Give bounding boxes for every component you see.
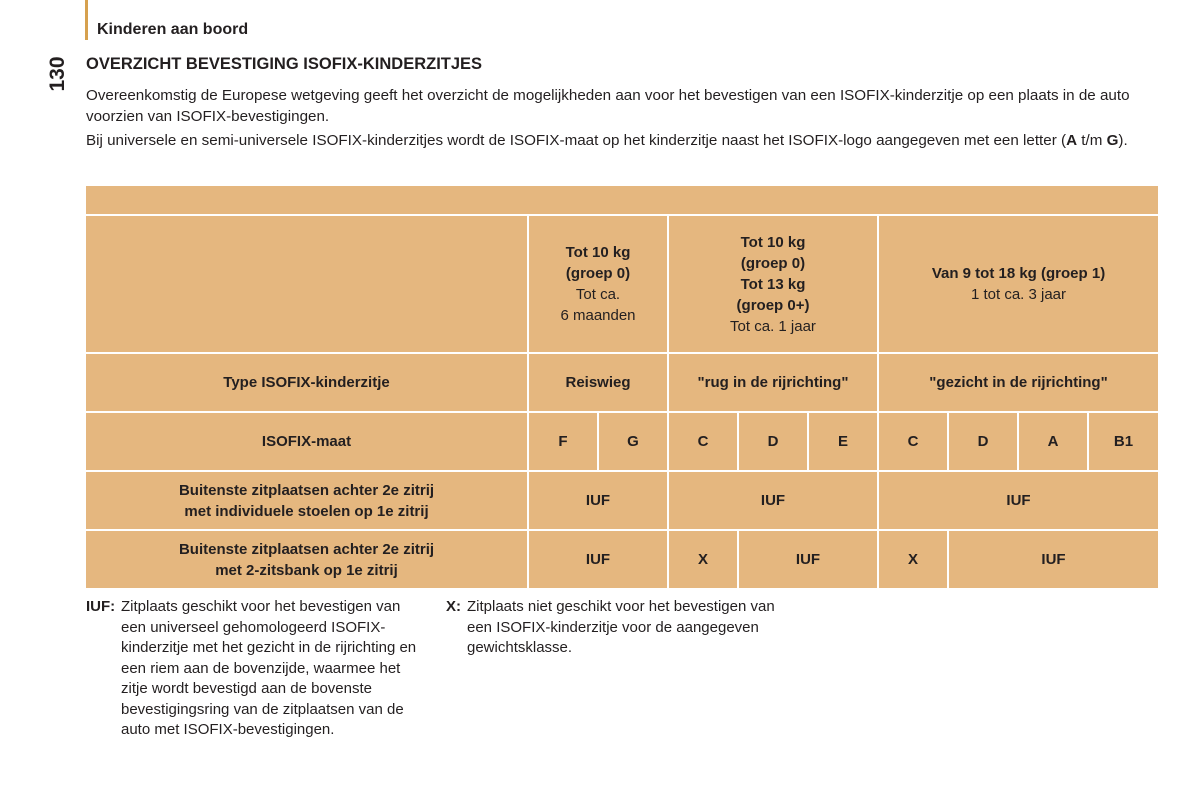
footnote-key: IUF: [86, 598, 116, 615]
row-label-line: Buitenste zitplaatsen achter 2e zitrij [178, 540, 435, 558]
footnote-text: Zitplaats niet geschikt voor het bevestigen van een ISOFIX-kinderzitje voor de aangegeven gewichtsklasse. [467, 598, 775, 656]
size-cell: D [949, 413, 1017, 470]
size-cell: F [529, 413, 597, 470]
table-cell: IUF [949, 531, 1158, 588]
age-line: Tot ca. 1 jaar [730, 317, 816, 335]
type-row-label: Type ISOFIX-kinderzitje [86, 354, 527, 411]
table-top-band [86, 186, 1158, 214]
size-cell: E [809, 413, 877, 470]
table-cell: IUF [529, 472, 667, 529]
size-cell: D [739, 413, 807, 470]
intro-p2-letter-g: G [1106, 132, 1119, 149]
weight-line: (groep 0) [565, 265, 631, 282]
size-cell: A [1019, 413, 1087, 470]
section-label: Kinderen aan boord [97, 21, 249, 38]
page-number: 130 [46, 56, 69, 92]
weight-line: Tot 10 kg [740, 233, 806, 251]
size-row-label: ISOFIX-maat [86, 413, 527, 470]
footnote-x [446, 597, 776, 659]
intro-p2-letter-a: A [1066, 132, 1078, 149]
intro-paragraph-1: Overeenkomstig de Europese wetgeving geeft het overzicht de mogelijkheden aan voor het bevestigen van een ISOFIX-kinderzitje op een plaats in de auto voorzien van ISOFIX-bevestigingen. [86, 87, 1130, 125]
weight-line: (groep 0+) [736, 296, 810, 314]
intro-paragraph-2 [86, 130, 1146, 151]
isofix-table [86, 186, 1144, 580]
weight-line: Tot 13 kg [740, 275, 806, 293]
table-cell: IUF [529, 531, 667, 588]
row-label-line: met individuele stoelen op 1e zitrij [184, 502, 429, 520]
size-cell: C [879, 413, 947, 470]
table-cell: IUF [739, 531, 877, 588]
age-line: Tot ca. [575, 286, 621, 303]
weight-group-1-header [879, 216, 1158, 352]
size-cell: C [669, 413, 737, 470]
intro-p2-text-e: ). [1118, 132, 1128, 149]
footnote-key: X: [446, 598, 461, 615]
weight-line: Van 9 tot 18 kg (groep 1) [931, 265, 1106, 282]
seat-row-label-individual [86, 472, 527, 529]
table-cell: IUF [669, 472, 877, 529]
section-accent-bar [85, 0, 88, 40]
intro-p2-text-c: t/m [1077, 132, 1107, 149]
weight-group-0plus-header [669, 216, 877, 352]
weight-line: Tot 10 kg [565, 244, 631, 261]
row-label-line: Buitenste zitplaatsen achter 2e zitrij [178, 481, 435, 499]
page-title: OVERZICHT BEVESTIGING ISOFIX-KINDERZITJES [86, 55, 483, 73]
size-cell: B1 [1089, 413, 1158, 470]
type-cell-reiswieg: Reiswieg [529, 354, 667, 411]
age-line: 6 maanden [560, 307, 636, 324]
weight-line: (groep 0) [740, 254, 806, 272]
type-cell-forward: "gezicht in de rijrichting" [879, 354, 1158, 411]
table-cell: IUF [879, 472, 1158, 529]
footnote-text: Zitplaats geschikt voor het bevestigen van een universeel gehomologeerd ISOFIX-kinderzitje met het gezicht in de rijrichting en een riem aan de bovenzijde, waarmee het zitje wordt bevestigd aan de bovenste bevestigingsring van de zitplaatsen van de auto met ISOFIX-bevestigingen. [121, 598, 417, 738]
weight-header-empty [86, 216, 527, 352]
seat-row-label-bench [86, 531, 527, 588]
weight-group-0-header [529, 216, 667, 352]
footnote-iuf [86, 597, 426, 741]
row-label-line: met 2-zitsbank op 1e zitrij [215, 561, 398, 579]
table-cell: X [669, 531, 737, 588]
age-line: 1 tot ca. 3 jaar [970, 286, 1067, 303]
table-cell: X [879, 531, 947, 588]
intro-p2-text-a: Bij universele en semi-universele ISOFIX-kinderzitjes wordt de ISOFIX-maat op het kinderzitje naast het ISOFIX-logo aangegeven met een letter ( [86, 132, 1067, 149]
size-cell: G [599, 413, 667, 470]
type-cell-rearward: "rug in de rijrichting" [669, 354, 877, 411]
